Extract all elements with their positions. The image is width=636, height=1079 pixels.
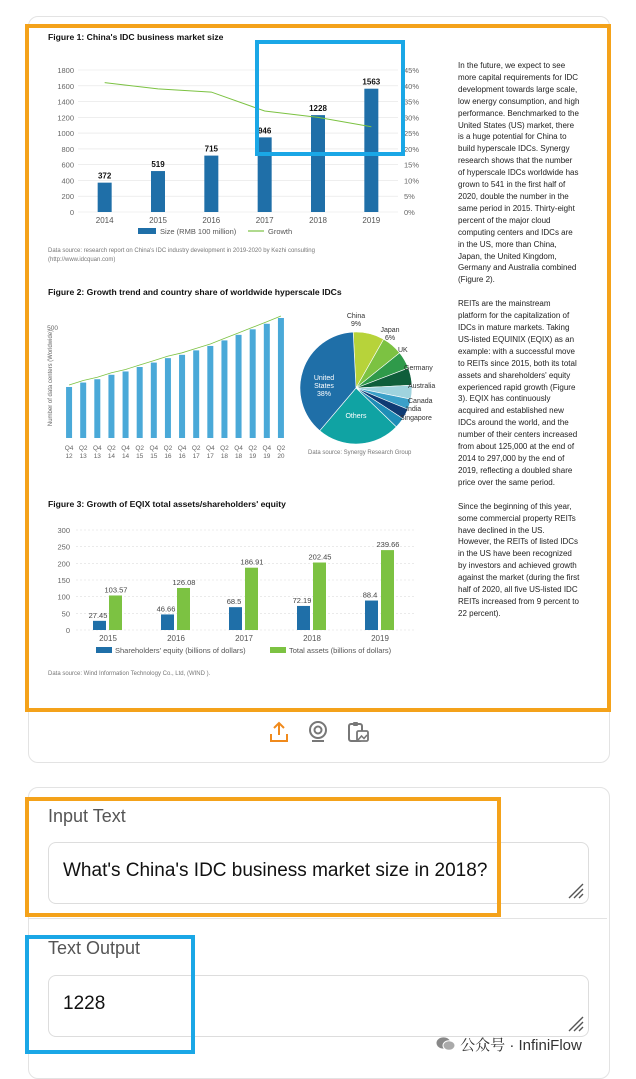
- y-tick-label: 300: [57, 526, 70, 535]
- x-tick-label: Q4: [262, 445, 272, 452]
- x-tick-label: 2019: [371, 634, 389, 643]
- pie-label: Japan: [380, 327, 400, 334]
- y-tick-label: 1200: [57, 113, 74, 123]
- x-tick-label: 19: [263, 453, 271, 460]
- pie-label: Others: [345, 413, 367, 420]
- x-tick-label: 2016: [167, 634, 185, 643]
- y2-tick-label: 25%: [404, 129, 420, 139]
- x-tick-label: 14: [107, 453, 116, 460]
- watermark-text: 公众号 · InfiniFlow: [460, 1037, 582, 1054]
- x-tick-label: 2016: [202, 216, 221, 225]
- x-tick-label: Q4: [205, 445, 215, 452]
- x-tick-label: 2018: [309, 216, 327, 225]
- y-tick-label: 1400: [57, 97, 74, 107]
- resize-grip-icon[interactable]: [566, 881, 584, 899]
- y-tick-label: 600: [61, 160, 74, 170]
- paragraph-3: Since the beginning of this year, some commercial property REITs have declined in the US. However, the REITs of listed IDCs in the US have been recognized by investors and achieved growth against the market (during the first half of 2020, all five US-listed IDC REITs increased from 9 percent to 22 percent).: [458, 501, 580, 618]
- x-tick-label: Q2: [78, 445, 88, 452]
- y2-tick-label: 20%: [404, 144, 420, 154]
- paragraph-1: In the future, we expect to see more capital requirements for IDC development towards large scale, low energy consumption, and high performance. Benchmarked to the United States (US) market, there is a huge potential for China to build hyperscale IDCs. Synergy research shows that the number of hyperscale IDCs worldwide has grown to 541 in the first half of 2020, double the number in the same period in 2015. Thirty-eight percent of the major cloud computing centers and IDCs are in the US, more than China, Japan, the United Kingdom, Germany and Australia combined (Figure 2).: [458, 61, 580, 285]
- equity-value-label: 46.66: [156, 604, 176, 614]
- y-tick-label: 800: [61, 144, 74, 154]
- y2-tick-label: 40%: [404, 81, 420, 91]
- pie-label-us: States: [314, 383, 334, 390]
- x-tick-label: Q2: [163, 445, 173, 452]
- x-tick-label: Q4: [149, 445, 159, 452]
- upload-icon[interactable]: [268, 720, 290, 744]
- input-value[interactable]: What's China's IDC business market size in 2018?: [63, 860, 488, 881]
- y-tick-label: 250: [57, 542, 70, 552]
- x-tick-label: Q4: [92, 445, 102, 452]
- bar-value-label: 946: [257, 126, 272, 136]
- assets-value-label: 103.57: [104, 585, 128, 595]
- x-tick-label: Q4: [177, 445, 187, 452]
- x-tick-label: 19: [249, 453, 257, 460]
- y-tick-label: 1000: [57, 129, 74, 139]
- x-tick-label: Q2: [220, 445, 229, 452]
- equity-value-label: 27.45: [88, 610, 108, 620]
- x-tick-label: 2017: [255, 216, 274, 225]
- x-tick-label: 2015: [149, 216, 167, 225]
- input-highlight-frame: [25, 797, 501, 917]
- x-tick-label: 14: [121, 453, 130, 460]
- pie-label: Australia: [408, 383, 436, 390]
- assets-value-label: 202.45: [308, 552, 332, 562]
- pie-label-us: United: [313, 375, 335, 382]
- webcam-icon[interactable]: [307, 720, 329, 744]
- bar-value-label: 1228: [309, 104, 327, 114]
- output-value[interactable]: 1228: [63, 993, 106, 1014]
- pie-label: India: [406, 406, 422, 413]
- y-tick-label: 1800: [57, 66, 74, 75]
- y-tick-label: 500: [47, 325, 58, 333]
- legend-growth-label: Growth: [268, 227, 293, 236]
- pie-label: UK: [398, 347, 408, 354]
- y2-tick-label: 30%: [404, 113, 420, 123]
- x-tick-label: Q2: [191, 445, 201, 452]
- x-tick-label: Q4: [234, 445, 243, 452]
- figure2-title: Figure 2: Growth trend and country share of worldwide hyperscale IDCs: [48, 287, 342, 297]
- x-tick-label: 18: [220, 453, 229, 460]
- output-highlight-frame: [25, 935, 195, 1054]
- y-tick-label: 150: [57, 576, 70, 585]
- output-label: Text Output: [48, 938, 141, 958]
- pie-label: China: [346, 313, 366, 320]
- y2-tick-label: 15%: [404, 160, 420, 170]
- y2-tick-label: 45%: [404, 66, 420, 75]
- equity-value-label: 68.5: [226, 597, 242, 607]
- figure3-title: Figure 3: Growth of EQIX total assets/shareholders' equity: [48, 499, 286, 509]
- panel-divider: [29, 918, 607, 919]
- y2-tick-label: 35%: [404, 97, 420, 107]
- x-tick-label: Q2: [135, 445, 145, 452]
- figure3-source: Data source: Wind Information Technology Co., Ltd, (WIND ).: [48, 671, 211, 677]
- y-tick-label: 200: [61, 192, 74, 202]
- equity-value-label: 88.4: [362, 590, 378, 600]
- pie-label: Germany: [404, 365, 433, 372]
- x-tick-label: 16: [178, 453, 186, 460]
- assets-value-label: 186.91: [240, 557, 264, 567]
- figure2-source: Data source: Synergy Research Group: [308, 450, 412, 456]
- pie-label: 9%: [350, 321, 362, 328]
- x-tick-label: 17: [206, 453, 214, 460]
- bar-value-label: 1563: [362, 77, 381, 87]
- answer-highlight-frame: [255, 40, 405, 156]
- y-tick-label: 0: [69, 208, 74, 217]
- y-tick-label: 0: [65, 626, 70, 635]
- figure1-source-url: (http://www.idcquan.com): [48, 257, 116, 263]
- x-tick-label: Q4: [64, 445, 74, 452]
- x-tick-label: 17: [192, 453, 200, 460]
- y2-tick-label: 0%: [404, 208, 415, 217]
- pie-label: Canada: [408, 398, 433, 405]
- x-tick-label: Q2: [276, 445, 286, 452]
- clipboard-image-icon[interactable]: [346, 720, 370, 744]
- x-tick-label: 20: [277, 453, 285, 460]
- pie-label: Singapore: [400, 415, 432, 422]
- figure1-source: Data source: research report on China's IDC industry development in 2019-2020 by Kezhi consulting: [48, 248, 315, 254]
- y-tick-label: 1600: [57, 81, 74, 91]
- x-tick-label: 2018: [303, 634, 321, 643]
- x-tick-label: 2015: [99, 634, 117, 643]
- x-tick-label: 2019: [362, 216, 381, 225]
- legend-assets-label: Total assets (billions of dollars): [289, 646, 392, 655]
- resize-grip-icon[interactable]: [566, 1014, 584, 1032]
- x-tick-label: 13: [79, 453, 87, 460]
- input-label: Input Text: [48, 806, 126, 826]
- x-tick-label: 15: [136, 453, 144, 460]
- y-tick-label: 400: [61, 176, 74, 186]
- legend-equity-label: Shareholders' equity (billions of dollars): [115, 646, 246, 655]
- x-tick-label: 13: [93, 453, 101, 460]
- y-tick-label: 200: [57, 559, 70, 569]
- pie-label: 6%: [384, 335, 396, 342]
- equity-value-label: 72.19: [292, 595, 312, 605]
- legend-size-label: Size (RMB 100 million): [160, 227, 237, 236]
- x-tick-label: 2014: [95, 216, 114, 225]
- assets-value-label: 126.08: [172, 577, 196, 587]
- x-tick-label: 18: [234, 453, 243, 460]
- assets-value-label: 239.66: [376, 540, 400, 550]
- bar-value-label: 372: [97, 171, 112, 181]
- watermark: [436, 1034, 582, 1055]
- y2-tick-label: 10%: [404, 176, 420, 186]
- y-axis-label: Number of data centers (Worldwide): [48, 329, 54, 427]
- bar-value-label: 715: [204, 144, 219, 154]
- wechat-icon: [436, 1036, 456, 1052]
- x-tick-label: Q2: [107, 445, 116, 452]
- figure1-title: Figure 1: China's IDC business market size: [48, 32, 224, 42]
- y-tick-label: 100: [57, 592, 70, 602]
- x-tick-label: Q4: [121, 445, 130, 452]
- x-tick-label: Q2: [248, 445, 258, 452]
- x-tick-label: 15: [150, 453, 158, 460]
- paragraph-2: REITs are the mainstream platform for the capitalization of IDCs in mature markets. Taking US-listed EQUINIX (EQIX) as an example: with a successful move to REITs since 2015, both its total assets and shareholders' equity experienced rapid growth (Figure 3). EQIX has continuously acquired and established new IDCs around the world, and the number of their centers increased from about 125,000 at the end of 2014 to 297,000 by the end of 2019, reflecting a doubled share price over the same period.: [458, 299, 578, 487]
- y2-tick-label: 5%: [404, 192, 415, 202]
- pie-label-us: 38%: [316, 391, 332, 398]
- x-tick-label: 12: [65, 453, 73, 460]
- x-tick-label: 2017: [235, 634, 253, 643]
- y-tick-label: 50: [61, 609, 70, 619]
- x-tick-label: 16: [164, 453, 172, 460]
- bar-value-label: 519: [151, 160, 165, 170]
